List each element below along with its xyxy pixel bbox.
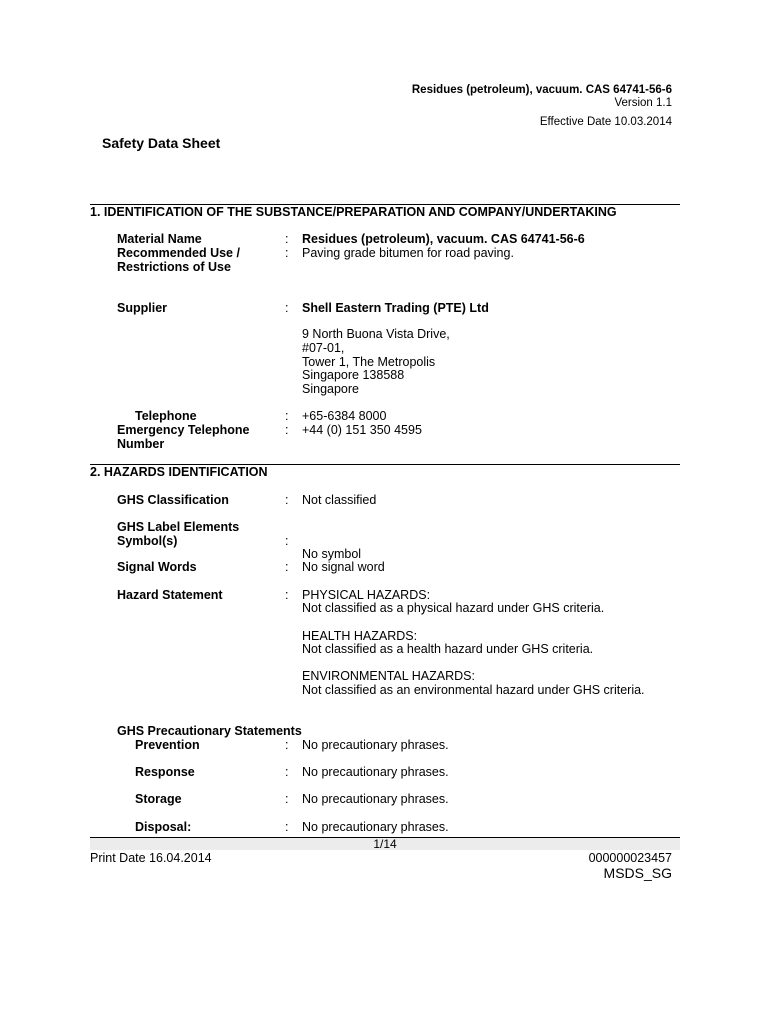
symbols-value: No symbol	[302, 547, 362, 561]
prevention-value: No precautionary phrases.	[302, 738, 449, 752]
prevention-label: Prevention	[135, 738, 200, 752]
storage-label: Storage	[135, 792, 182, 806]
ghs-label-elements-label: GHS Label Elements	[117, 520, 240, 534]
hazard-statement-label: Hazard Statement	[117, 588, 223, 602]
ghs-classification-value: Not classified	[302, 493, 377, 507]
response-label: Response	[135, 765, 195, 779]
document-number: 000000023457	[588, 851, 672, 865]
header-version: Version 1.1	[614, 97, 672, 109]
colon: :	[285, 738, 289, 752]
disposal-label: Disposal:	[135, 820, 192, 834]
address-line: Singapore	[302, 382, 359, 396]
colon: :	[285, 588, 289, 602]
disposal-value: No precautionary phrases.	[302, 820, 449, 834]
address-line: Tower 1, The Metropolis	[302, 355, 436, 369]
address-line: 9 North Buona Vista Drive,	[302, 327, 450, 341]
section2-heading: 2. HAZARDS IDENTIFICATION	[90, 465, 268, 479]
health-hazards-heading: HEALTH HAZARDS:	[302, 629, 418, 643]
material-name-value: Residues (petroleum), vacuum. CAS 64741-56-6	[302, 232, 585, 246]
environmental-hazards-text: Not classified as an environmental hazard under GHS criteria.	[302, 683, 645, 697]
precautionary-statements-label: GHS Precautionary Statements	[117, 724, 302, 738]
colon: :	[285, 534, 289, 548]
signal-words-value: No signal word	[302, 560, 385, 574]
colon: :	[285, 765, 289, 779]
supplier-name: Shell Eastern Trading (PTE) Ltd	[302, 301, 489, 315]
colon: :	[285, 301, 289, 315]
health-hazards-text: Not classified as a health hazard under GHS criteria.	[302, 642, 594, 656]
physical-hazards-text: Not classified as a physical hazard under GHS criteria.	[302, 601, 605, 615]
doc-title: Safety Data Sheet	[102, 135, 221, 151]
colon: :	[285, 493, 289, 507]
address-line: #07-01,	[302, 341, 345, 355]
header-effective-date: Effective Date 10.03.2014	[539, 116, 672, 128]
colon: :	[285, 246, 289, 260]
header-product-line: Residues (petroleum), vacuum. CAS 64741-56-6	[411, 84, 672, 96]
document-code: MSDS_SG	[603, 865, 672, 881]
response-value: No precautionary phrases.	[302, 765, 449, 779]
supplier-label: Supplier	[117, 301, 168, 315]
colon: :	[285, 423, 289, 437]
colon: :	[285, 820, 289, 834]
material-name-label: Material Name	[117, 232, 202, 246]
emergency-telephone-value: +44 (0) 151 350 4595	[302, 423, 422, 437]
telephone-value: +65-6384 8000	[302, 409, 387, 423]
restrictions-label: Restrictions of Use	[117, 260, 231, 274]
colon: :	[285, 232, 289, 246]
section1-heading: 1. IDENTIFICATION OF THE SUBSTANCE/PREPARATION AND COMPANY/UNDERTAKING	[90, 205, 617, 219]
page-number: 1/14	[373, 837, 397, 851]
storage-value: No precautionary phrases.	[302, 792, 449, 806]
colon: :	[285, 792, 289, 806]
ghs-classification-label: GHS Classification	[117, 493, 229, 507]
colon: :	[285, 409, 289, 423]
emergency-telephone-label: Emergency Telephone	[117, 423, 250, 437]
telephone-label: Telephone	[135, 409, 197, 423]
colon: :	[285, 560, 289, 574]
emergency-telephone-label-2: Number	[117, 437, 165, 451]
address-line: Singapore 138588	[302, 368, 405, 382]
physical-hazards-heading: PHYSICAL HAZARDS:	[302, 588, 431, 602]
environmental-hazards-heading: ENVIRONMENTAL HAZARDS:	[302, 669, 475, 683]
symbols-label: Symbol(s)	[117, 534, 178, 548]
recommended-use-label: Recommended Use /	[117, 246, 240, 260]
recommended-use-value: Paving grade bitumen for road paving.	[302, 246, 514, 260]
signal-words-label: Signal Words	[117, 560, 197, 574]
print-date: Print Date 16.04.2014	[90, 851, 212, 865]
